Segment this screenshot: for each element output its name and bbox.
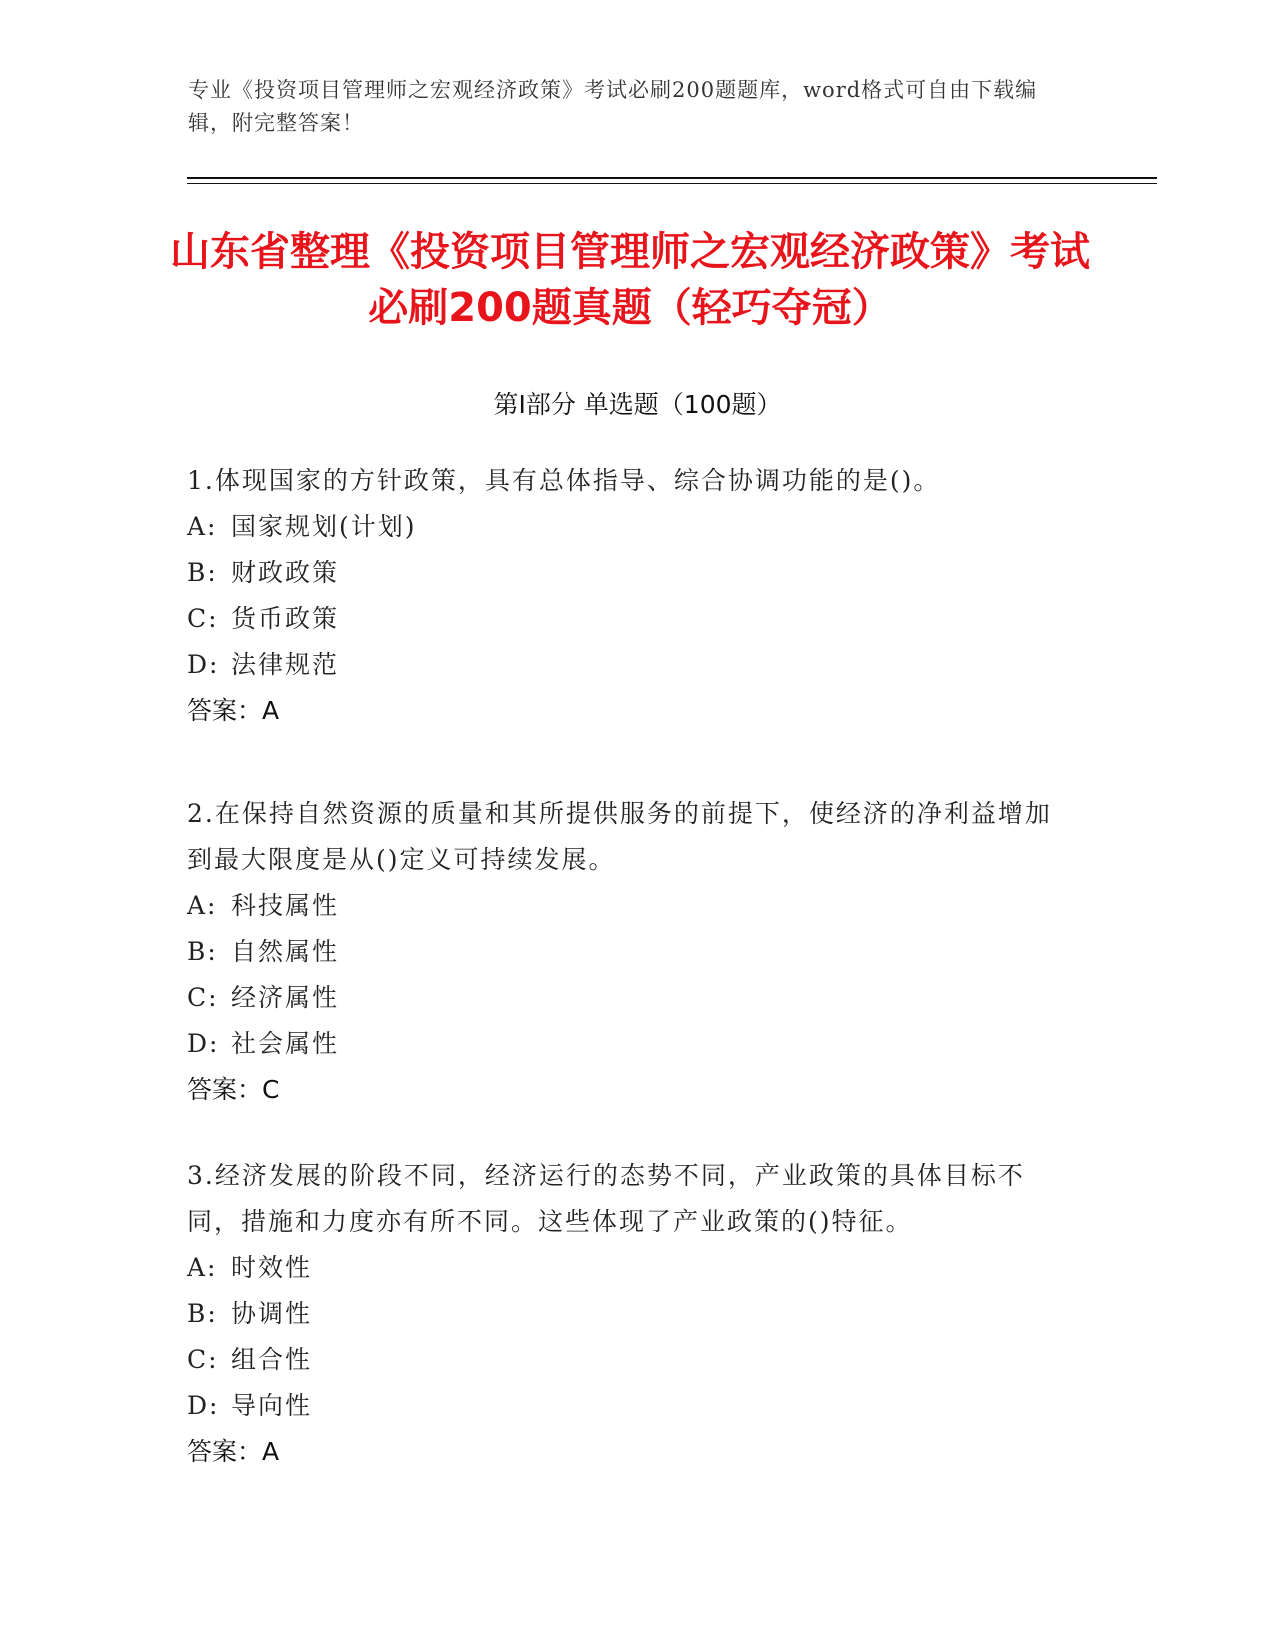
question-3 <box>187 1153 1067 1475</box>
option-letter: C: <box>187 983 219 1012</box>
header-rule-thick <box>187 177 1157 179</box>
question-stem: 1.体现国家的方针政策，具有总体指导、综合协调功能的是()。 <box>187 466 941 495</box>
option-letter: B: <box>187 1299 218 1328</box>
answer-line: 答案：A <box>187 696 280 725</box>
option-b <box>187 550 1067 596</box>
answer-line: 答案：C <box>187 1075 280 1104</box>
option-letter: D: <box>187 650 220 679</box>
option-text: 经济属性 <box>231 983 340 1012</box>
document-title: 山东省整理《投资项目管理师之宏观经济政策》考试必刷200题真题（轻巧夺冠） <box>170 229 1090 331</box>
question-2 <box>187 791 1067 1113</box>
option-letter: B: <box>187 558 218 587</box>
option-text: 自然属性 <box>231 937 340 966</box>
option-letter: D: <box>187 1029 220 1058</box>
question-stem: 3.经济发展的阶段不同，经济运行的态势不同，产业政策的具体目标不同，措施和力度亦有所不同。这些体现了产业政策的()特征。 <box>187 1161 1025 1236</box>
option-letter: A: <box>187 512 218 541</box>
option-text: 法律规范 <box>231 650 340 679</box>
option-letter: A: <box>187 891 218 920</box>
option-text: 组合性 <box>231 1345 313 1374</box>
option-a <box>187 883 1067 929</box>
option-text: 货币政策 <box>231 604 340 633</box>
option-b <box>187 1291 1067 1337</box>
option-text: 社会属性 <box>231 1029 340 1058</box>
option-a <box>187 504 1067 550</box>
option-letter: D: <box>187 1391 220 1420</box>
option-letter: A: <box>187 1253 218 1282</box>
option-d <box>187 642 1067 688</box>
section-heading: 第Ⅰ部分 单选题（100题） <box>493 390 782 419</box>
option-letter: C: <box>187 1345 219 1374</box>
option-c <box>187 975 1067 1021</box>
option-text: 导向性 <box>231 1391 313 1420</box>
option-a <box>187 1245 1067 1291</box>
option-letter: B: <box>187 937 218 966</box>
option-d <box>187 1021 1067 1067</box>
option-c <box>187 596 1067 642</box>
option-b <box>187 929 1067 975</box>
option-c <box>187 1337 1067 1383</box>
header-note: 专业《投资项目管理师之宏观经济政策》考试必刷200题题库，word格式可自由下载编辑，附完整答案！ <box>188 78 1038 135</box>
answer-line: 答案：A <box>187 1437 280 1466</box>
option-text: 科技属性 <box>231 891 340 920</box>
question-stem: 2.在保持自然资源的质量和其所提供服务的前提下，使经济的净利益增加到最大限度是从()定义可持续发展。 <box>187 799 1052 874</box>
option-text: 时效性 <box>231 1253 313 1282</box>
option-d <box>187 1383 1067 1429</box>
option-letter: C: <box>187 604 219 633</box>
option-text: 协调性 <box>231 1299 313 1328</box>
header-rule-thin <box>187 183 1157 184</box>
option-text: 国家规划(计划) <box>231 512 417 541</box>
question-1 <box>187 458 1067 734</box>
option-text: 财政政策 <box>231 558 340 587</box>
